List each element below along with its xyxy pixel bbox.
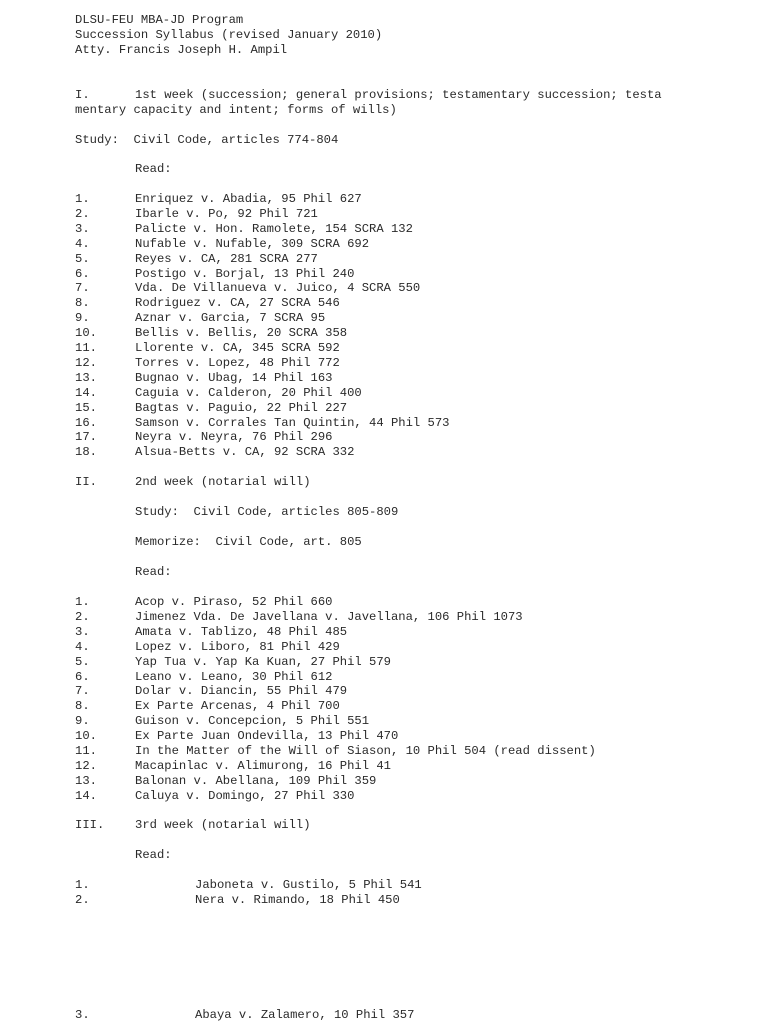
case-citation: Bellis v. Bellis, 20 SCRA 358 xyxy=(135,326,348,340)
case-number: 13. xyxy=(75,774,97,788)
section-3-read-label: Read: xyxy=(135,848,172,862)
section-1-read-label: Read: xyxy=(135,162,172,176)
case-number: 15. xyxy=(75,401,97,415)
case-citation: Caluya v. Domingo, 27 Phil 330 xyxy=(135,789,355,803)
section-3-number: III. xyxy=(75,818,105,832)
case-number: 8. xyxy=(75,699,90,713)
case-citation: Abaya v. Zalamero, 10 Phil 357 xyxy=(195,1008,415,1022)
case-number: 14. xyxy=(75,789,97,803)
case-citation: Dolar v. Diancin, 55 Phil 479 xyxy=(135,684,348,698)
case-number: 3. xyxy=(75,625,90,639)
case-citation: Alsua-Betts v. CA, 92 SCRA 332 xyxy=(135,445,355,459)
case-citation: Nera v. Rimando, 18 Phil 450 xyxy=(195,893,400,907)
case-citation: Balonan v. Abellana, 109 Phil 359 xyxy=(135,774,377,788)
case-citation: Postigo v. Borjal, 13 Phil 240 xyxy=(135,267,355,281)
case-number: 11. xyxy=(75,341,97,355)
section-2-number: II. xyxy=(75,475,97,489)
case-citation: Jimenez Vda. De Javellana v. Javellana, 106 Phil 1073 xyxy=(135,610,523,624)
case-number: 1. xyxy=(75,192,90,206)
case-citation: Caguia v. Calderon, 20 Phil 400 xyxy=(135,386,362,400)
case-citation: Guison v. Concepcion, 5 Phil 551 xyxy=(135,714,370,728)
case-number: 2. xyxy=(75,893,90,907)
case-number: 6. xyxy=(75,267,90,281)
case-number: 10. xyxy=(75,729,97,743)
case-citation: Ibarle v. Po, 92 Phil 721 xyxy=(135,207,318,221)
case-citation: Rodriguez v. CA, 27 SCRA 546 xyxy=(135,296,340,310)
section-1-study: Study: Civil Code, articles 774-804 xyxy=(75,133,339,147)
case-citation: Aznar v. Garcia, 7 SCRA 95 xyxy=(135,311,326,325)
case-citation: Bugnao v. Ubag, 14 Phil 163 xyxy=(135,371,333,385)
case-citation: Jaboneta v. Gustilo, 5 Phil 541 xyxy=(195,878,422,892)
case-number: 3. xyxy=(75,1008,90,1022)
case-number: 2. xyxy=(75,207,90,221)
case-number: 3. xyxy=(75,222,90,236)
case-citation: Torres v. Lopez, 48 Phil 772 xyxy=(135,356,340,370)
case-citation: Ex Parte Arcenas, 4 Phil 700 xyxy=(135,699,340,713)
case-citation: Neyra v. Neyra, 76 Phil 296 xyxy=(135,430,333,444)
section-2-memorize: Memorize: Civil Code, art. 805 xyxy=(135,535,362,549)
case-citation: Yap Tua v. Yap Ka Kuan, 27 Phil 579 xyxy=(135,655,391,669)
case-citation: Amata v. Tablizo, 48 Phil 485 xyxy=(135,625,348,639)
case-number: 14. xyxy=(75,386,97,400)
case-citation: Enriquez v. Abadia, 95 Phil 627 xyxy=(135,192,362,206)
syllabus-title: Succession Syllabus (revised January 2010) xyxy=(75,28,383,42)
case-citation: Acop v. Piraso, 52 Phil 660 xyxy=(135,595,333,609)
case-citation: In the Matter of the Will of Siason, 10 Phil 504 (read dissent) xyxy=(135,744,596,758)
case-number: 10. xyxy=(75,326,97,340)
case-citation: Ex Parte Juan Ondevilla, 13 Phil 470 xyxy=(135,729,399,743)
author-name: Atty. Francis Joseph H. Ampil xyxy=(75,43,288,57)
case-number: 4. xyxy=(75,640,90,654)
case-number: 13. xyxy=(75,371,97,385)
case-number: 18. xyxy=(75,445,97,459)
case-number: 11. xyxy=(75,744,97,758)
case-citation: Llorente v. CA, 345 SCRA 592 xyxy=(135,341,340,355)
case-citation: Reyes v. CA, 281 SCRA 277 xyxy=(135,252,318,266)
section-2-study: Study: Civil Code, articles 805-809 xyxy=(135,505,399,519)
case-citation: Samson v. Corrales Tan Quintin, 44 Phil 573 xyxy=(135,416,450,430)
section-1-title: 1st week (succession; general provisions; testamentary succession; testa xyxy=(135,88,662,102)
case-number: 1. xyxy=(75,595,90,609)
case-number: 9. xyxy=(75,311,90,325)
case-number: 1. xyxy=(75,878,90,892)
section-1-title-continued: mentary capacity and intent; forms of wills) xyxy=(75,103,397,117)
case-number: 16. xyxy=(75,416,97,430)
program-name: DLSU-FEU MBA-JD Program xyxy=(75,13,244,27)
case-number: 4. xyxy=(75,237,90,251)
section-1-number: I. xyxy=(75,88,90,102)
case-citation: Palicte v. Hon. Ramolete, 154 SCRA 132 xyxy=(135,222,413,236)
case-number: 9. xyxy=(75,714,90,728)
section-3-title: 3rd week (notarial will) xyxy=(135,818,311,832)
case-citation: Leano v. Leano, 30 Phil 612 xyxy=(135,670,333,684)
case-citation: Lopez v. Liboro, 81 Phil 429 xyxy=(135,640,340,654)
case-citation: Vda. De Villanueva v. Juico, 4 SCRA 550 xyxy=(135,281,421,295)
case-number: 6. xyxy=(75,670,90,684)
case-citation: Bagtas v. Paguio, 22 Phil 227 xyxy=(135,401,348,415)
case-number: 5. xyxy=(75,252,90,266)
case-number: 7. xyxy=(75,281,90,295)
case-citation: Macapinlac v. Alimurong, 16 Phil 41 xyxy=(135,759,391,773)
case-number: 7. xyxy=(75,684,90,698)
section-2-read-label: Read: xyxy=(135,565,172,579)
section-2-title: 2nd week (notarial will) xyxy=(135,475,311,489)
case-number: 8. xyxy=(75,296,90,310)
case-number: 17. xyxy=(75,430,97,444)
case-number: 5. xyxy=(75,655,90,669)
case-citation: Nufable v. Nufable, 309 SCRA 692 xyxy=(135,237,370,251)
case-number: 12. xyxy=(75,759,97,773)
case-number: 12. xyxy=(75,356,97,370)
case-number: 2. xyxy=(75,610,90,624)
